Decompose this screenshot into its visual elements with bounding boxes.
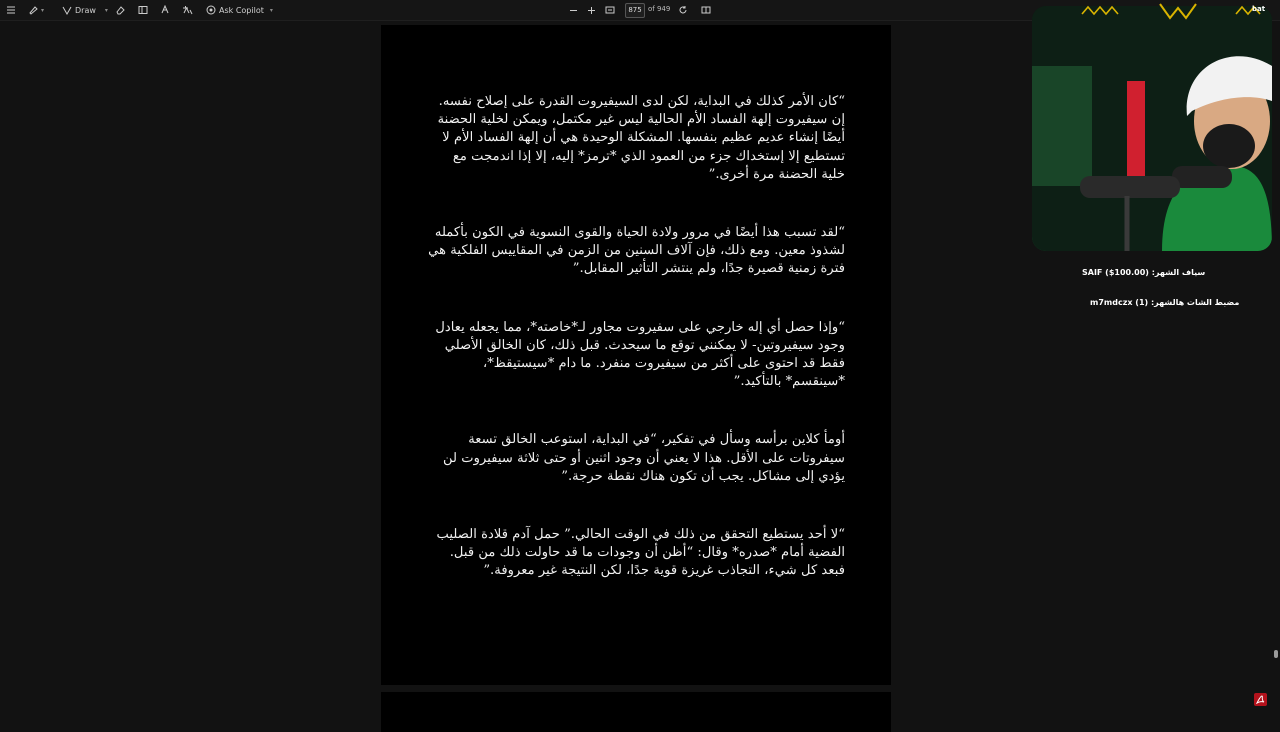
chevron-down-icon: ▾ xyxy=(104,6,108,14)
page-text xyxy=(427,93,845,621)
paragraph: “لقد تسبب هذا أيضًا في مرور ولادة الحياة والقوى النسوية في الكون بأكمله لشذوذ معين. ومع ذلك، فإن آلاف السنين من الزمن في المقاييس الفلكية هي فترة زمنية قصيرة جدًا، ولم ينتشر التأثير المقابل.” xyxy=(428,225,845,277)
pdf-page xyxy=(381,25,891,685)
translate-icon xyxy=(182,5,193,15)
read-aloud-icon xyxy=(160,5,170,15)
highlight-button[interactable] xyxy=(28,2,44,18)
eraser-icon xyxy=(115,5,125,15)
ask-copilot-button[interactable] xyxy=(206,2,273,18)
pdf-next-page xyxy=(381,692,891,732)
draw-button[interactable] xyxy=(62,2,108,18)
page-view-icon xyxy=(138,5,148,15)
pdf-icon[interactable] xyxy=(1254,691,1267,704)
plus-icon xyxy=(587,6,596,15)
rotate-icon xyxy=(678,5,688,15)
translate-button[interactable] xyxy=(182,2,193,18)
copilot-icon xyxy=(206,5,216,15)
list-icon xyxy=(6,5,16,15)
zoom-out-button[interactable] xyxy=(569,2,578,18)
stream-overlay xyxy=(1032,0,1280,320)
pen-icon xyxy=(62,5,72,15)
page-total: of 949 xyxy=(648,5,671,13)
chat-line: m7mdczx (1) :مضبط الشات هالشهر xyxy=(1090,298,1240,307)
chat-line: SAIF ($100.00) :سياف الشهر xyxy=(1082,268,1206,277)
webcam-feed xyxy=(1032,6,1272,251)
erase-button[interactable] xyxy=(115,2,125,18)
paragraph: “لا أحد يستطيع التحقق من ذلك في الوقت الحالي.” حمل آدم قلادة الصليب الفضية أمام *صدره* وقال: “أظن أن وجودات ما قد حاولت ذلك من قبل. فبعد كل شيء، التجاذب غريزة قوية جدًا، لكن النتيجة غير معروفة.” xyxy=(436,527,845,579)
two-page-button[interactable] xyxy=(701,2,711,18)
ask-copilot-label: Ask Copilot xyxy=(219,5,264,15)
read-aloud-button[interactable] xyxy=(160,2,170,18)
chevron-down-icon: ▾ xyxy=(41,6,45,14)
minus-icon xyxy=(569,6,578,15)
highlighter-icon xyxy=(28,5,38,15)
streamer-image xyxy=(1032,6,1272,251)
paragraph: “كان الأمر كذلك في البداية، لكن لدى السيفيروت القدرة على إصلاح نفسه. إن سيفيروت إلهة الفساد الأم الحالية ليس غير مكتمل، ويمكن لخلية الحضنة أيضًا إنشاء عديم عظيم بنفسها. المشكلة الوحيدة هي أن إلهة الفساد الأم لا تستطيع إلا إستخداك جزء من العمود الذي *ترمز* إليه، إلا إذا اندمجت مع خلية الحضنة مرة أخرى.” xyxy=(437,94,845,182)
header-tag: bat xyxy=(1252,5,1266,13)
fit-page-button[interactable] xyxy=(605,2,615,18)
paragraph: “وإذا حصل أي إله خارجي على سفيروت مجاور لـ*خاصته*، مما يجعله يعادل وجود سيفيروتين- لا يمكنني توقع ما سيحدث. قبل ذلك، كان الخالق الأصلي فقط قد احتوى على أكثر من سيفيروت منفرد. ما دام *سيستيقظ*، *سينقسم* بالتأكيد.” xyxy=(435,319,845,390)
page-number-input[interactable] xyxy=(625,3,645,18)
chevron-down-icon: ▾ xyxy=(269,6,273,14)
two-page-icon xyxy=(701,5,711,15)
zoom-in-button[interactable] xyxy=(587,2,596,18)
contents-button[interactable] xyxy=(6,2,16,18)
page-view-button[interactable] xyxy=(138,2,148,18)
paragraph: أومأ كلاين برأسه وسأل في تفكير، “في البداية، استوعب الخالق تسعة سيفروتات على الأقل. هذا لا يعني أن وجود اثنين أو حتى ثلاثة سيفيروت لن يؤدي إلى مشاكل. يجب أن تكون هناك نقطة حرجة.” xyxy=(442,432,845,484)
draw-label: Draw xyxy=(75,5,96,15)
rotate-button[interactable] xyxy=(678,2,688,18)
fit-page-icon xyxy=(605,5,615,15)
crown-decoration xyxy=(1076,0,1276,20)
scrollbar-thumb[interactable] xyxy=(1274,650,1278,658)
